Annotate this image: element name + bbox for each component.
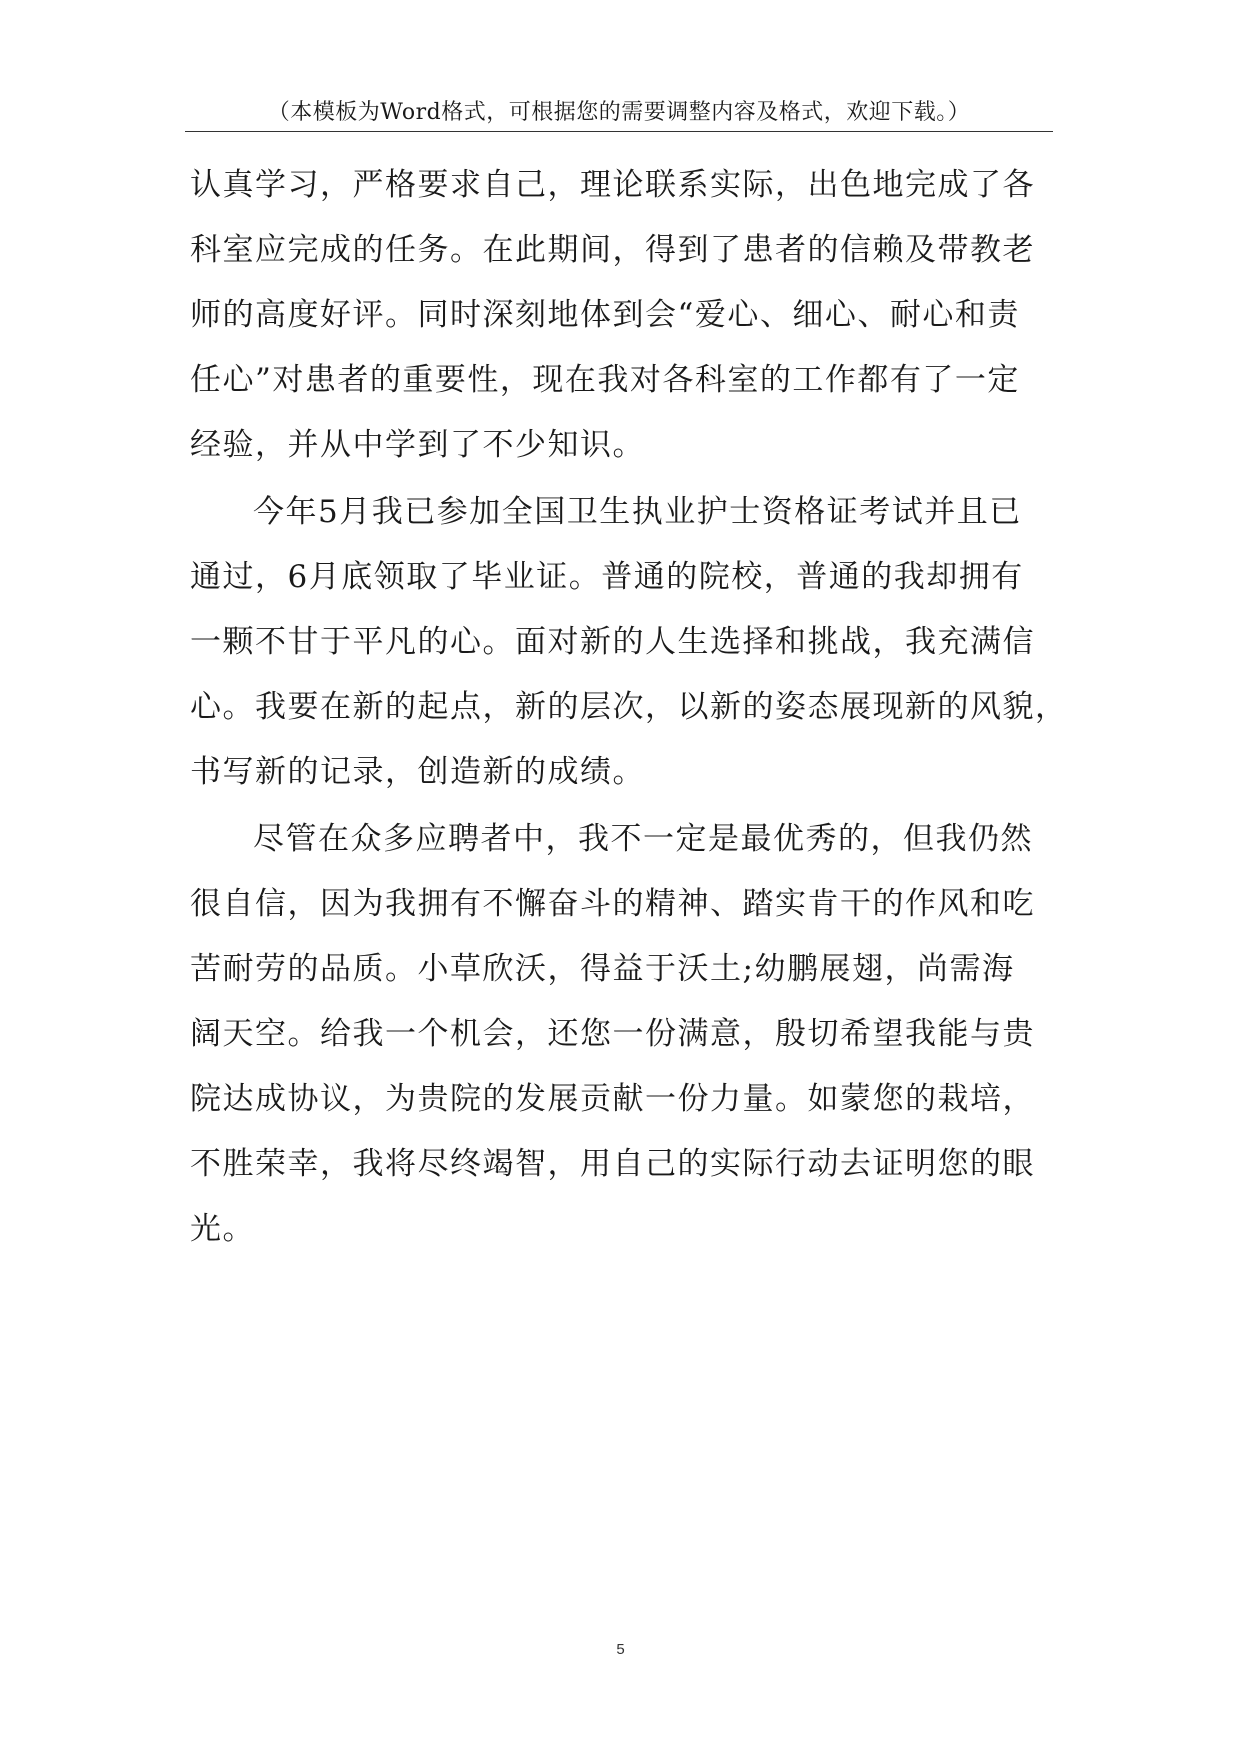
text-line: 不胜荣幸，我将尽终竭智，用自己的实际行动去证明您的眼: [190, 1146, 1035, 1182]
paragraph-start-line: 今年5月我已参加全国卫生执业护士资格证考试并且已: [253, 494, 1022, 530]
text-line: 阔天空。给我一个机会，还您一份满意，殷切希望我能与贵: [190, 1016, 1035, 1052]
text-line: 认真学习，严格要求自己，理论联系实际，出色地完成了各: [190, 167, 1035, 203]
text-line: 经验，并从中学到了不少知识。: [190, 427, 645, 463]
text-line: 心。我要在新的起点，新的层次，以新的姿态展现新的风貌，: [190, 689, 1068, 725]
text-line: 光。: [190, 1211, 255, 1247]
text-line: 通过，6月底领取了毕业证。普通的院校，普通的我却拥有: [190, 559, 1024, 595]
text-line: 院达成协议，为贵院的发展贡献一份力量。如蒙您的栽培，: [190, 1081, 1035, 1117]
text-line: 师的高度好评。同时深刻地体到会“爱心、细心、耐心和责: [190, 297, 1020, 333]
text-line: 书写新的记录，创造新的成绩。: [190, 754, 645, 790]
page-number: 5: [616, 1641, 625, 1658]
header-divider: [185, 131, 1053, 132]
text-line: 苦耐劳的品质。小草欣沃，得益于沃土;幼鹏展翅，尚需海: [190, 951, 1015, 987]
text-line: 一颗不甘于平凡的心。面对新的人生选择和挑战，我充满信: [190, 624, 1035, 660]
page-header: （本模板为Word格式，可根据您的需要调整内容及格式，欢迎下载。）: [267, 100, 971, 125]
text-line: 任心”对患者的重要性，现在我对各科室的工作都有了一定: [190, 362, 1020, 398]
text-line: 科室应完成的任务。在此期间，得到了患者的信赖及带教老: [190, 232, 1035, 268]
text-line: 很自信，因为我拥有不懈奋斗的精神、踏实肯干的作风和吃: [190, 886, 1035, 922]
paragraph-start-line: 尽管在众多应聘者中，我不一定是最优秀的，但我仍然: [253, 821, 1033, 857]
